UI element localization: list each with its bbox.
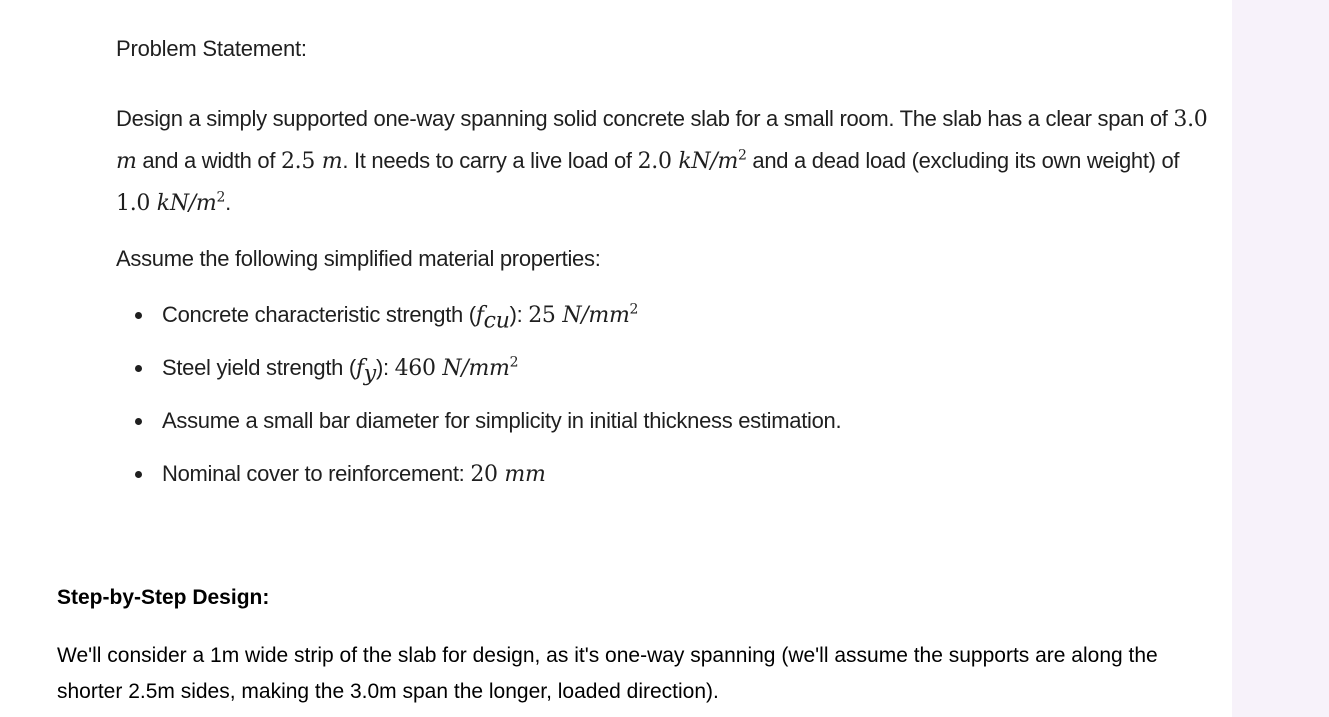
width-value: 2.5 m	[280, 149, 343, 174]
list-item-nominal-cover: Nominal cover to reinforcement: 20 mm	[132, 455, 841, 508]
intro-text-2: and a width of	[136, 148, 281, 173]
intro-text-1: Design a simply supported one-way spanning solid concrete slab for a small room. The slab has a clear span of	[116, 106, 1174, 131]
problem-statement-heading: Problem Statement:	[116, 36, 307, 61]
step-by-step-text: We'll consider a 1m wide strip of the slab for design, as it's one-way spanning (we'll assume the supports are along the shorter 2.5m sides, making the 3.0m span the longer, loaded direction).	[57, 644, 1158, 703]
dead-load-value: 1.0 $kN/m^2$	[116, 189, 226, 216]
intro-text-3: . It needs to carry a live load of	[342, 148, 638, 173]
intro-text-4: and a dead load (excluding its own weight) of	[746, 148, 1180, 173]
list-item-steel-strength: Steel yield strength $(f_y)$: 460 $N/mm^2$	[132, 349, 841, 402]
list-item-concrete-strength: Concrete characteristic strength $(f_{cu})$: 25 $N/mm^2$	[132, 296, 841, 349]
side-panel-background	[1232, 0, 1329, 717]
bullet-icon	[135, 418, 142, 425]
live-load-value: 2.0 $kN/m^2$	[637, 147, 747, 174]
problem-description: Design a simply supported one-way spanning solid concrete slab for a small room. The slab has a clear span of 3.0 m and a width of 2.5 m. It needs to carry a live load of 2.0 $kN/m^2$ and a dead load (excluding its own weight) of 1.0 $kN/m^2$.	[116, 106, 1208, 216]
assumptions-intro: Assume the following simplified material properties:	[116, 246, 601, 271]
step-by-step-heading: Step-by-Step Design:	[57, 586, 270, 609]
bullet-icon	[135, 312, 142, 319]
list-item-bar-diameter: Assume a small bar diameter for simplicity in initial thickness estimation.	[132, 402, 841, 455]
bullet-icon	[135, 471, 142, 478]
material-properties-list	[132, 296, 841, 508]
bullet-icon	[135, 365, 142, 372]
span-value: 3.0 m	[116, 107, 1208, 174]
